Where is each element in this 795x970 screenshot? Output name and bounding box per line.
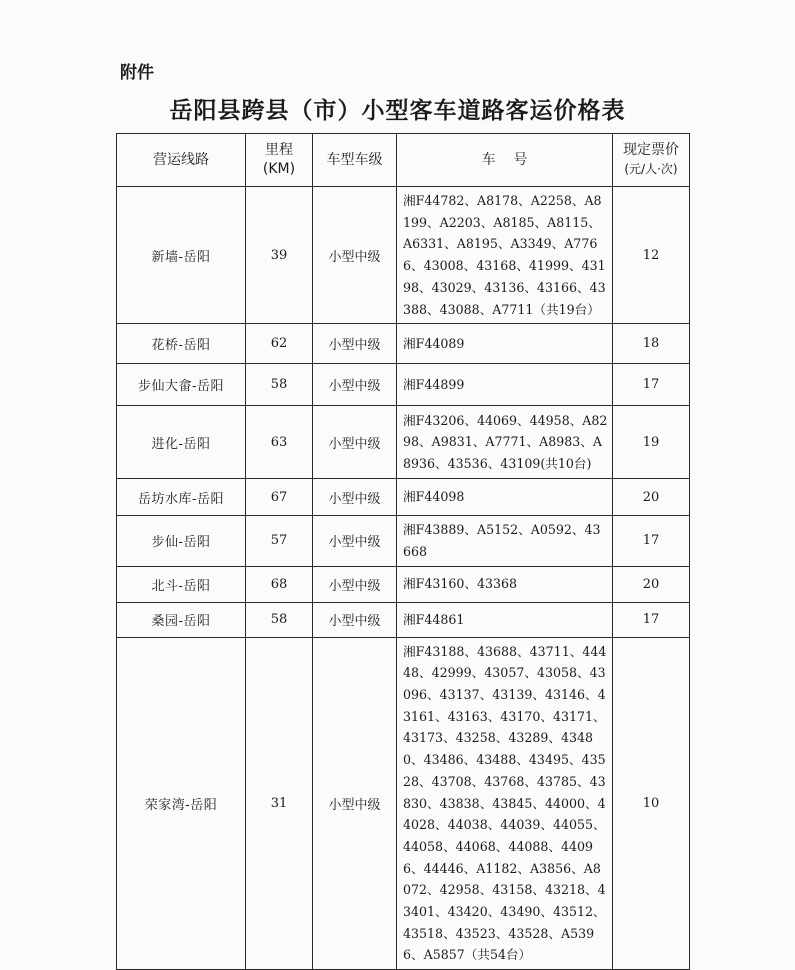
header-price	[613, 134, 690, 187]
plates-cell: 湘F43160、43368	[397, 566, 613, 602]
price-cell: 17	[613, 364, 690, 406]
fare-table	[116, 133, 690, 970]
plates-cell: 湘F44899	[397, 364, 613, 406]
table-header-row	[117, 134, 690, 187]
distance-cell: 58	[246, 364, 313, 406]
header-distance-line1: 里程	[265, 142, 293, 158]
route-cell: 步仙大畲-岳阳	[117, 364, 246, 406]
route-cell: 北斗-岳阳	[117, 566, 246, 602]
price-cell: 17	[613, 516, 690, 566]
vehicle-class-cell: 小型中级	[313, 566, 397, 602]
vehicle-class-cell: 小型中级	[313, 637, 397, 970]
route-cell: 荣家湾-岳阳	[117, 637, 246, 970]
price-cell: 12	[613, 187, 690, 324]
distance-cell: 31	[246, 637, 313, 970]
price-cell: 17	[613, 602, 690, 637]
plates-cell: 湘F43188、43688、43711、44448、42999、43057、43058、43096、43137、43139、43146、43161、43163、43170、43171、43173、43258、43289、43480、43486、43488、43495、43528、43708、43768、43785、43830、43838、43845、44000、44028、44038、44039、44055、44058、44068、44088、44096、44446、A1182、A3856、A8072、42958、43158、43218、43401、43420、43490、43512、43518、43523、43528、A5396、A5857（共54台）	[397, 637, 613, 970]
vehicle-class-cell: 小型中级	[313, 602, 397, 637]
price-cell: 10	[613, 637, 690, 970]
plates-cell: 湘F44782、A8178、A2258、A8199、A2203、A8185、A8115、A6331、A8195、A3349、A7766、43008、43168、41999、43198、43029、43136、43166、43388、43088、A7711（共19台）	[397, 187, 613, 324]
header-plates: 车 号	[397, 134, 613, 187]
distance-cell: 39	[246, 187, 313, 324]
table-row	[117, 602, 690, 637]
route-cell: 岳坊水库-岳阳	[117, 479, 246, 516]
price-cell: 18	[613, 324, 690, 364]
attachment-label: 附件	[120, 63, 154, 83]
table-row	[117, 406, 690, 479]
vehicle-class-cell: 小型中级	[313, 516, 397, 566]
plates-cell: 湘F44861	[397, 602, 613, 637]
distance-cell: 62	[246, 324, 313, 364]
header-route: 营运线路	[117, 134, 246, 187]
vehicle-class-cell: 小型中级	[313, 187, 397, 324]
route-cell: 步仙-岳阳	[117, 516, 246, 566]
plates-cell: 湘F44089	[397, 324, 613, 364]
header-distance	[246, 134, 313, 187]
header-price-line1: 现定票价	[623, 142, 679, 158]
route-cell: 进化-岳阳	[117, 406, 246, 479]
price-cell: 20	[613, 566, 690, 602]
header-distance-line2: (KM)	[262, 161, 296, 177]
route-cell: 新墙-岳阳	[117, 187, 246, 324]
price-cell: 20	[613, 479, 690, 516]
distance-cell: 68	[246, 566, 313, 602]
header-price-line2: (元/人·次)	[624, 162, 678, 176]
vehicle-class-cell: 小型中级	[313, 364, 397, 406]
distance-cell: 67	[246, 479, 313, 516]
distance-cell: 63	[246, 406, 313, 479]
vehicle-class-cell: 小型中级	[313, 479, 397, 516]
vehicle-class-cell: 小型中级	[313, 324, 397, 364]
table-row	[117, 566, 690, 602]
page-title: 岳阳县跨县（市）小型客车道路客运价格表	[169, 97, 626, 124]
distance-cell: 57	[246, 516, 313, 566]
table-row	[117, 187, 690, 324]
table-row	[117, 364, 690, 406]
plates-cell: 湘F44098	[397, 479, 613, 516]
table-row	[117, 637, 690, 970]
header-vehicle-class: 车型车级	[313, 134, 397, 187]
route-cell: 花桥-岳阳	[117, 324, 246, 364]
route-cell: 桑园-岳阳	[117, 602, 246, 637]
price-cell: 19	[613, 406, 690, 479]
distance-cell: 58	[246, 602, 313, 637]
table-row	[117, 516, 690, 566]
plates-cell: 湘F43889、A5152、A0592、43668	[397, 516, 613, 566]
table-row	[117, 324, 690, 364]
table-row	[117, 479, 690, 516]
vehicle-class-cell: 小型中级	[313, 406, 397, 479]
plates-cell: 湘F43206、44069、44958、A8298、A9831、A7771、A8983、A8936、43536、43109(共10台)	[397, 406, 613, 479]
